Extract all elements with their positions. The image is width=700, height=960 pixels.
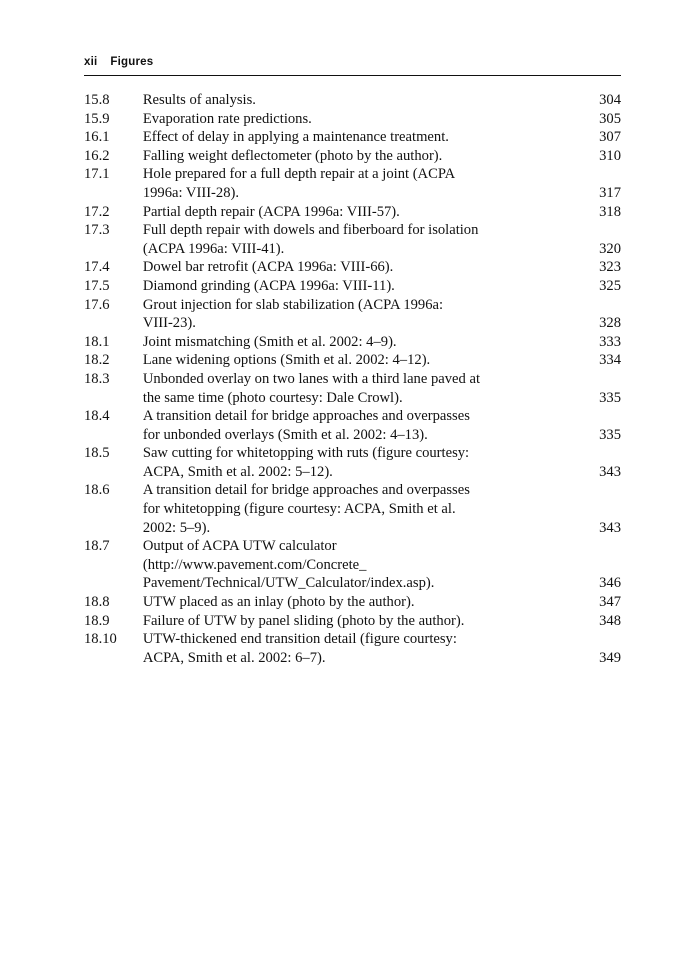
page-number-value: 346 [599,575,621,592]
figure-page-number [590,91,621,110]
figure-entry [84,630,621,667]
figure-caption-line: Failure of UTW by panel sliding (photo by the author). [142,612,465,629]
figure-page-number [590,296,621,333]
figure-number: 18.2 [84,352,110,369]
figure-entry [84,165,621,202]
figure-entry [84,481,621,537]
figure-entry [84,351,621,370]
figure-page-number [590,351,621,370]
figure-number: 18.9 [84,612,110,629]
figure-caption [143,258,590,277]
figure-caption [143,128,590,147]
page-number-value: 343 [599,519,621,536]
figure-caption-line: A transition detail for bridge approaches and overpasses [142,408,470,425]
figure-page-number [590,333,621,352]
figure-page-number [590,165,621,202]
figure-entry [84,407,621,444]
figure-caption-line: Dowel bar retrofit (ACPA 1996a: VIII-66). [142,259,394,276]
figure-caption-line: the same time (photo courtesy: Dale Crowl). [142,389,403,406]
figure-number: 18.6 [84,482,110,499]
figure-entry [84,258,621,277]
figure-caption-line: Hole prepared for a full depth repair at a joint (ACPA [142,166,456,183]
figure-page-number [590,277,621,296]
figure-list [84,91,621,667]
figure-caption-line: Joint mismatching (Smith et al. 2002: 4–9). [142,333,397,350]
figure-page-number [590,147,621,166]
figure-entry [84,537,621,593]
figure-caption [143,277,590,296]
page-number-value: 333 [599,333,621,350]
page-number-value: 347 [599,594,621,611]
figure-page-number [590,203,621,222]
figure-caption-line: for whitetopping (figure courtesy: ACPA, Smith et al. [142,501,456,518]
figure-page-number [590,110,621,129]
figure-caption [143,165,590,202]
page-number-value: 317 [599,184,621,201]
figure-entry [84,203,621,222]
figure-caption-line: Lane widening options (Smith et al. 2002: 4–12). [142,352,431,369]
page-number-value: 328 [599,315,621,332]
figure-caption-line: A transition detail for bridge approaches and overpasses [142,482,470,499]
figure-page-number [590,128,621,147]
page-number-value: 310 [599,147,621,164]
figure-caption [143,147,590,166]
figure-caption-line: UTW-thickened end transition detail (figure courtesy: [142,631,457,648]
figure-caption [143,481,590,537]
figure-caption-line: (ACPA 1996a: VIII-41). [142,240,285,257]
figure-caption [143,333,590,352]
figure-page-number [590,407,621,444]
figure-number: 15.9 [84,110,110,127]
figure-entry [84,370,621,407]
page-number-value: 304 [599,92,621,108]
figure-caption-line: (http://www.pavement.com/Concrete_ [142,556,367,573]
page-number-value: 323 [599,259,621,276]
figure-caption [143,221,590,258]
header-rule [84,75,621,76]
figure-number: 15.8 [84,92,110,108]
figure-number: 17.3 [84,222,110,239]
figure-caption-line: 2002: 5–9). [142,519,211,536]
figure-caption-line: Output of ACPA UTW calculator [142,538,337,555]
figure-page-number [590,612,621,631]
page-number-value: 348 [599,612,621,629]
page-number-value: 343 [599,463,621,480]
figure-number: 17.4 [84,259,110,276]
figure-caption [143,612,590,631]
figure-entry [84,277,621,296]
figure-page-number [590,444,621,481]
figure-number: 18.4 [84,408,110,425]
figure-number: 17.6 [84,296,110,313]
figure-caption [143,91,590,110]
figure-caption-line: for unbonded overlays (Smith et al. 2002: 4–13). [142,426,428,443]
figure-page-number [590,593,621,612]
figure-caption [143,537,590,593]
page-number-value: 334 [599,352,621,369]
figure-number: 18.7 [84,538,110,555]
figure-entry [84,147,621,166]
figure-caption-line: Partial depth repair (ACPA 1996a: VIII-57). [142,203,400,220]
figure-caption-line: Saw cutting for whitetopping with ruts (figure courtesy: [142,445,470,462]
figure-page-number [590,221,621,258]
page-number-value: 318 [599,203,621,220]
figure-caption-line: Pavement/Technical/UTW_Calculator/index.asp). [142,575,435,592]
page-number-value: 325 [599,277,621,294]
figure-list-body [84,91,621,667]
figure-caption [143,370,590,407]
figure-caption [143,351,590,370]
figure-number: 16.1 [84,129,110,146]
figure-number: 18.10 [84,631,117,648]
figure-caption [143,630,590,667]
page-number-value: 307 [599,129,621,146]
figure-number: 18.1 [84,333,110,350]
page-number-value: 305 [599,110,621,127]
figure-number: 17.5 [84,277,110,294]
figure-number: 18.5 [84,445,110,462]
figure-entry [84,110,621,129]
figure-number: 16.2 [84,147,110,164]
figure-entry [84,612,621,631]
figure-number: 18.3 [84,370,110,387]
figure-page-number [590,258,621,277]
figure-caption-line: UTW placed as an inlay (photo by the author). [142,594,415,611]
figure-page-number [590,370,621,407]
figure-entry [84,444,621,481]
figure-entry [84,333,621,352]
figure-entry [84,593,621,612]
figure-caption-line: Falling weight deflectometer (photo by the author). [142,147,443,164]
figure-page-number [590,537,621,593]
figure-entry [84,91,621,110]
figure-caption-line: Full depth repair with dowels and fiberboard for isolation [142,222,479,239]
figure-page-number [590,481,621,537]
figure-caption-line: ACPA, Smith et al. 2002: 6–7). [142,649,326,666]
page-number-value: 349 [599,649,621,666]
figure-caption-line: VIII-23). [142,315,196,332]
page-number-value: 320 [599,240,621,257]
figure-caption-line: ACPA, Smith et al. 2002: 5–12). [142,463,333,480]
figure-caption [143,593,590,612]
running-header [84,56,621,75]
figure-entry [84,296,621,333]
figure-caption [143,203,590,222]
figure-caption [143,110,590,129]
page-number-value: 335 [599,426,621,443]
running-header-title: Figures [110,56,154,68]
folio-number: xii [84,56,98,68]
figure-caption-line: Evaporation rate predictions. [142,110,312,127]
figure-caption-line: Effect of delay in applying a maintenance treatment. [142,129,449,146]
figure-number: 17.2 [84,203,110,220]
figure-page-number [590,630,621,667]
figure-number: 17.1 [84,166,110,183]
page-content [84,56,621,667]
figure-caption [143,296,590,333]
figure-caption-line: Grout injection for slab stabilization (ACPA 1996a: [142,296,444,313]
figure-caption-line: Results of analysis. [142,92,256,108]
figure-entry [84,128,621,147]
figure-caption-line: Unbonded overlay on two lanes with a third lane paved at [142,370,481,387]
figure-number: 18.8 [84,594,110,611]
page-number-value: 335 [599,389,621,406]
figure-caption [143,444,590,481]
figure-caption [143,407,590,444]
figure-entry [84,221,621,258]
figure-caption-line: 1996a: VIII-28). [142,184,240,201]
figure-caption-line: Diamond grinding (ACPA 1996a: VIII-11). [142,277,395,294]
